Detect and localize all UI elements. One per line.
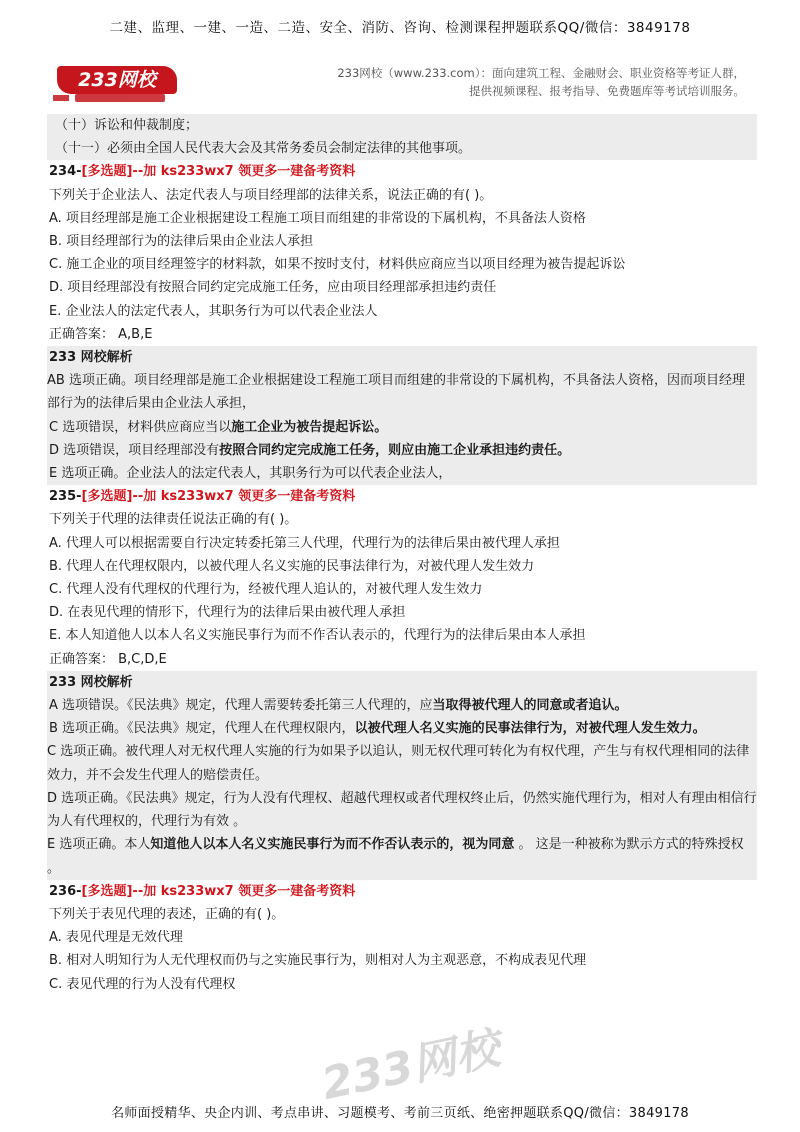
option-c: C. 施工企业的项目经理签字的材料款，如果不按时支付，材料供应商应当以项目经理为被告提起诉讼 xyxy=(49,257,626,273)
analysis-e: E 选项正确。本人知道他人以本人名义实施民事行为而不作否认表示的，视为同意 。 这是一种被称为默示方式的特殊授权 。 xyxy=(47,837,744,876)
question-234 xyxy=(47,160,757,485)
question-number: 235- xyxy=(49,489,82,505)
analysis-d: D 选项错误，项目经理部没有按照合同约定完成施工任务，则应由施工企业承担违约责任。 xyxy=(49,442,571,458)
option-d: D. 项目经理部没有按照合同约定完成施工任务，应由项目经理部承担违约责任 xyxy=(49,280,497,296)
question-tag: [多选题]--加 ks233wx7 领更多一建备考资料 xyxy=(81,489,356,505)
option-c: C. 代理人没有代理权的代理行为，经被代理人追认的，对被代理人发生效力 xyxy=(49,582,483,598)
intro-line: （十）诉讼和仲裁制度； xyxy=(55,118,199,133)
watermark-logo: 233网校 xyxy=(317,1022,505,1111)
correct-answer: 正确答案： B,C,D,E xyxy=(49,651,167,667)
analysis-ab: AB 选项正确。项目经理部是施工企业根据建设工程施工项目而组建的非常设的下属机构，不具备法人资格，因而项目经理部行为的法律后果由企业法人承担， xyxy=(47,373,745,412)
header-description xyxy=(337,64,745,100)
option-c: C. 表见代理的行为人没有代理权 xyxy=(49,976,236,992)
top-banner: 二建、监理、一建、一造、二造、安全、消防、咨询、检测课程押题联系QQ/微信：3849178 xyxy=(109,20,691,36)
option-a: A. 表见代理是无效代理 xyxy=(49,930,183,946)
correct-answer: 正确答案： A,B,E xyxy=(49,326,153,342)
analysis-block xyxy=(47,671,757,880)
option-a: A. 项目经理部是施工企业根据建设工程施工项目而组建的非常设的下属机构，不具备法人资格 xyxy=(49,210,586,226)
page-header xyxy=(47,60,757,108)
option-b: B. 项目经理部行为的法律后果由企业法人承担 xyxy=(49,234,314,250)
logo-underline-decoration xyxy=(75,94,165,102)
option-a: A. 代理人可以根据需要自行决定转委托第三人代理，代理行为的法律后果由被代理人承担 xyxy=(49,535,560,551)
question-number: 236- xyxy=(49,883,82,899)
analysis-b: B 选项正确。《民法典》规定，代理人在代理权限内，以被代理人名义实施的民事法律行为，对被代理人发生效力。 xyxy=(49,721,706,737)
question-stem: 下列关于代理的法律责任说法正确的有( )。 xyxy=(49,512,298,528)
question-stem: 下列关于表见代理的表述，正确的有( )。 xyxy=(49,906,285,922)
question-number: 234- xyxy=(49,164,82,180)
question-tag: [多选题]--加 ks233wx7 领更多一建备考资料 xyxy=(81,883,356,899)
analysis-e: E 选项正确。企业法人的法定代表人，其职务行为可以代表企业法人， xyxy=(49,466,452,482)
header-desc-line2: 提供视频课程、报考指导、免费题库等考试培训服务。 xyxy=(469,84,745,98)
analysis-c: C 选项错误，材料供应商应当以施工企业为被告提起诉讼。 xyxy=(49,419,388,435)
analysis-title: 233 网校解析 xyxy=(49,350,133,366)
question-stem: 下列关于企业法人、法定代表人与项目经理部的法律关系，说法正确的有( )。 xyxy=(49,187,493,203)
header-desc-line1: 233网校（www.233.com）：面向建筑工程、金融财会、职业资格等考证人群， xyxy=(337,66,745,80)
intro-block xyxy=(47,114,757,160)
option-d: D. 在表见代理的情形下，代理行为的法律后果由被代理人承担 xyxy=(49,605,406,621)
question-tag: [多选题]--加 ks233wx7 领更多一建备考资料 xyxy=(81,164,356,180)
option-b: B. 代理人在代理权限内，以被代理人名义实施的民事法律行为，对被代理人发生效力 xyxy=(49,558,535,574)
footer-banner: 名师面授精华、央企内训、考点串讲、习题模考、考前三页纸、绝密押题联系QQ/微信：3849178 xyxy=(111,1106,689,1121)
option-e: E. 企业法人的法定代表人，其职务行为可以代表企业法人 xyxy=(49,303,378,319)
analysis-block xyxy=(47,346,757,485)
analysis-d: D 选项正确。《民法典》规定，行为人没有代理权、超越代理权或者代理权终止后，仍然实施代理行为，相对人有理由相信行为人有代理权的，代理行为有效 。 xyxy=(47,790,757,830)
option-b: B. 相对人明知行为人无代理权而仍与之实施民事行为，则相对人为主观恶意，不构成表见代理 xyxy=(49,953,587,969)
document-body xyxy=(47,114,757,996)
analysis-c: C 选项正确。被代理人对无权代理人实施的行为如果予以追认，则无权代理可转化为有权代理，产生与有权代理相同的法律效力，并不会发生代理人的赔偿责任。 xyxy=(47,744,750,783)
question-236 xyxy=(47,880,757,996)
site-logo: 233网校 xyxy=(57,66,177,94)
option-e: E. 本人知道他人以本人名义实施民事行为而不作否认表示的，代理行为的法律后果由本人承担 xyxy=(49,628,586,644)
analysis-title: 233 网校解析 xyxy=(49,674,133,690)
intro-line: （十一）必须由全国人民代表大会及其常务委员会制定法律的其他事项。 xyxy=(55,141,472,157)
analysis-a: A 选项错误。《民法典》规定，代理人需要转委托第三人代理的，应当取得被代理人的同意或者追认。 xyxy=(49,698,628,714)
question-235 xyxy=(47,485,757,879)
